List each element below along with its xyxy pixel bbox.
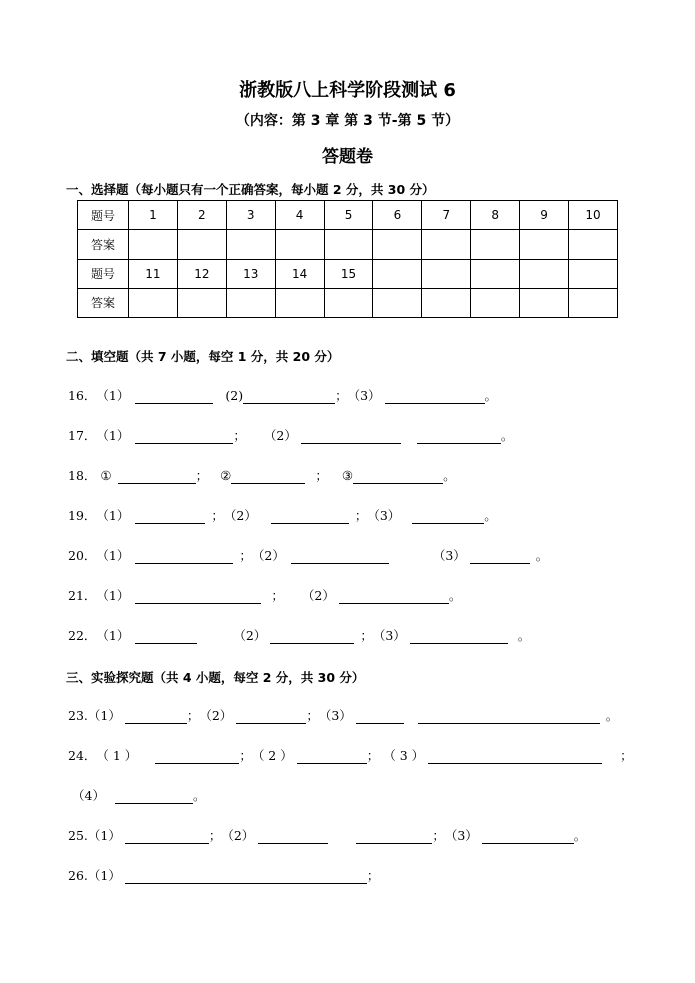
separator: ； (432, 828, 445, 843)
question-number: 23. (68, 708, 88, 723)
answer-blank[interactable] (135, 390, 213, 404)
question-24 (68, 748, 633, 764)
part-label: （3） (372, 628, 406, 643)
question-26 (68, 868, 379, 884)
question-18 (68, 468, 456, 484)
part-label: （2） (251, 548, 285, 563)
answer-blank[interactable] (135, 430, 233, 444)
separator: ； (306, 708, 319, 723)
separator: ； (335, 388, 348, 403)
separator: ； (271, 588, 284, 603)
question-number-cell: 9 (520, 201, 569, 230)
question-19 (68, 508, 497, 524)
answer-blank[interactable] (356, 710, 404, 724)
part-label: （1） (96, 628, 130, 643)
separator: ； (208, 828, 222, 843)
part-label: （3） (318, 708, 352, 723)
end-mark: 。 (484, 388, 498, 403)
question-number-cell: 11 (129, 259, 178, 288)
part-label: （1） (87, 868, 121, 883)
answer-blank[interactable] (135, 590, 261, 604)
answer-cell[interactable] (226, 288, 275, 317)
document-title: 浙教版八上科学阶段测试 6 (239, 80, 456, 101)
question-number-cell: 6 (373, 201, 422, 230)
part-label: （3） (347, 388, 381, 403)
part-label: （3） (444, 828, 478, 843)
answer-blank[interactable] (410, 630, 508, 644)
answer-blank[interactable] (482, 830, 574, 844)
question-16 (68, 388, 497, 404)
part-label: （ 3 ） (383, 748, 425, 763)
end-mark: 。 (573, 828, 587, 843)
question-number-cell: 12 (177, 259, 226, 288)
question-number-cell (471, 259, 520, 288)
question-number-cell: 15 (324, 259, 373, 288)
question-number: 20． (68, 548, 97, 563)
part-label: （1） (87, 828, 121, 843)
answer-cell[interactable] (177, 230, 226, 259)
answer-cell[interactable] (275, 230, 324, 259)
answer-blank[interactable] (385, 390, 485, 404)
answer-blank[interactable] (135, 550, 233, 564)
answer-blank[interactable] (270, 630, 354, 644)
question-number-cell (373, 259, 422, 288)
part-label: （1） (87, 708, 121, 723)
answer-blank[interactable] (231, 470, 305, 484)
answer-blank[interactable] (115, 790, 193, 804)
question-number-cell: 14 (275, 259, 324, 288)
part-label: （2） (221, 828, 255, 843)
section-fill-in-title: 二、填空题（共 7 小题，每空 1 分，共 20 分） (66, 349, 340, 364)
separator: ； (186, 708, 200, 723)
answer-blank[interactable] (118, 470, 196, 484)
answer-blank[interactable] (412, 510, 484, 524)
question-number: 18． (68, 468, 97, 483)
question-23 (68, 708, 618, 724)
question-number: 24． (68, 748, 97, 763)
answer-cell[interactable] (324, 230, 373, 259)
part-label: （1） (96, 548, 130, 563)
part-label: （3） (367, 508, 401, 523)
answer-cell[interactable] (129, 230, 178, 259)
question-number-cell: 5 (324, 201, 373, 230)
separator: ； (233, 428, 246, 443)
part-label: （2） (263, 428, 297, 443)
question-number-cell: 10 (569, 201, 618, 230)
answer-blank[interactable] (258, 830, 328, 844)
answer-blank[interactable] (135, 510, 205, 524)
end-mark: 。 (484, 508, 497, 523)
answer-blank[interactable] (155, 750, 239, 764)
part-label: （4） (72, 788, 105, 803)
answer-cell[interactable] (129, 288, 178, 317)
answer-blank[interactable] (339, 590, 449, 604)
answer-cell[interactable] (422, 230, 471, 259)
question-number: 16． (68, 388, 97, 403)
question-number-cell: 8 (471, 201, 520, 230)
question-21 (68, 588, 461, 604)
question-17 (68, 428, 513, 444)
answer-blank[interactable] (356, 830, 432, 844)
end-mark: 。 (535, 548, 549, 563)
answer-blank[interactable] (353, 470, 443, 484)
part-label: （2） (301, 588, 335, 603)
answer-blank[interactable] (135, 630, 197, 644)
part-label: （2） (223, 508, 257, 523)
question-22 (68, 628, 530, 644)
section-experiment-title: 三、实验探究题（共 4 小题，每空 2 分，共 30 分） (66, 670, 365, 685)
part-label: （3） (432, 548, 466, 563)
part-label: （1） (96, 588, 130, 603)
question-number: 19． (68, 508, 97, 523)
row-label-question-number: 题号 (78, 259, 129, 288)
answer-blank[interactable] (428, 750, 602, 764)
question-number-cell (422, 259, 471, 288)
question-number: 26. (68, 868, 88, 883)
separator: ； (360, 628, 373, 643)
answer-blank[interactable] (297, 750, 367, 764)
answer-cell (569, 288, 618, 317)
question-number-cell (569, 259, 618, 288)
question-number: 22． (68, 628, 97, 643)
answer-blank[interactable] (125, 710, 187, 724)
part-label: （1） (96, 388, 130, 403)
part-label: （2） (199, 708, 233, 723)
separator: ； (366, 748, 380, 763)
separator: ； (211, 508, 224, 523)
answer-blank[interactable] (470, 550, 530, 564)
end-mark: 。 (448, 588, 462, 603)
question-number: 17． (68, 428, 97, 443)
answer-row (78, 230, 618, 259)
answer-cell[interactable] (569, 230, 618, 259)
multiple-choice-answer-grid (77, 200, 618, 318)
end-mark: 。 (517, 628, 531, 643)
part-label: ① (100, 468, 112, 483)
answer-cell (373, 288, 422, 317)
answer-cell[interactable] (275, 288, 324, 317)
answer-cell (520, 288, 569, 317)
row-label-answer: 答案 (78, 288, 129, 317)
part-label: （1） (96, 428, 130, 443)
question-number: 21． (68, 588, 97, 603)
question-25 (68, 828, 586, 844)
end-mark: 。 (605, 708, 619, 723)
part-label: （2） (233, 628, 267, 643)
separator: ； (315, 468, 328, 483)
answer-blank[interactable] (125, 870, 367, 884)
question-number-cell: 13 (226, 259, 275, 288)
question-number-row (78, 201, 618, 230)
answer-blank[interactable] (291, 550, 389, 564)
question-number-cell: 3 (226, 201, 275, 230)
question-number-cell (520, 259, 569, 288)
answer-blank[interactable] (243, 390, 335, 404)
answer-cell (471, 288, 520, 317)
question-number: 25. (68, 828, 88, 843)
question-number-cell: 2 (177, 201, 226, 230)
separator: ； (366, 868, 380, 883)
section-multiple-choice-title: 一、选择题（每小题只有一个正确答案，每小题 2 分，共 30 分） (66, 182, 435, 197)
end-mark: 。 (443, 468, 456, 483)
part-label: ③ (341, 468, 354, 483)
row-label-answer: 答案 (78, 230, 129, 259)
answer-blank[interactable] (417, 430, 501, 444)
answer-cell[interactable] (177, 288, 226, 317)
answer-cell[interactable] (520, 230, 569, 259)
document-subtitle: （内容：第 3 章 第 3 节-第 5 节） (235, 113, 460, 129)
part-label: （ 1 ） (96, 748, 138, 763)
answer-cell[interactable] (324, 288, 373, 317)
question-number-cell: 4 (275, 201, 324, 230)
answer-row (78, 288, 618, 317)
answer-blank[interactable] (125, 830, 209, 844)
answer-cell[interactable] (226, 230, 275, 259)
separator: ； (239, 548, 252, 563)
answer-blank[interactable] (271, 510, 349, 524)
end-mark: 。 (192, 788, 206, 803)
separator: ； (195, 468, 209, 483)
answer-blank[interactable] (301, 430, 401, 444)
separator: ； (620, 748, 633, 763)
question-20 (68, 548, 548, 564)
answer-blank[interactable] (236, 710, 306, 724)
part-label: （ 2 ） (251, 748, 293, 763)
answer-cell[interactable] (471, 230, 520, 259)
question-24-part-4 (72, 788, 205, 804)
part-label: ② (220, 468, 232, 483)
answer-sheet-heading: 答题卷 (322, 147, 373, 167)
end-mark: 。 (500, 428, 514, 443)
question-number-cell: 7 (422, 201, 471, 230)
part-label: (2) (225, 388, 244, 403)
part-label: （1） (96, 508, 130, 523)
question-number-cell: 1 (129, 201, 178, 230)
answer-blank[interactable] (418, 710, 600, 724)
question-number-row (78, 259, 618, 288)
row-label-question-number: 题号 (78, 201, 129, 230)
answer-cell[interactable] (373, 230, 422, 259)
answer-cell (422, 288, 471, 317)
separator: ； (239, 748, 252, 763)
separator: ； (354, 508, 368, 523)
